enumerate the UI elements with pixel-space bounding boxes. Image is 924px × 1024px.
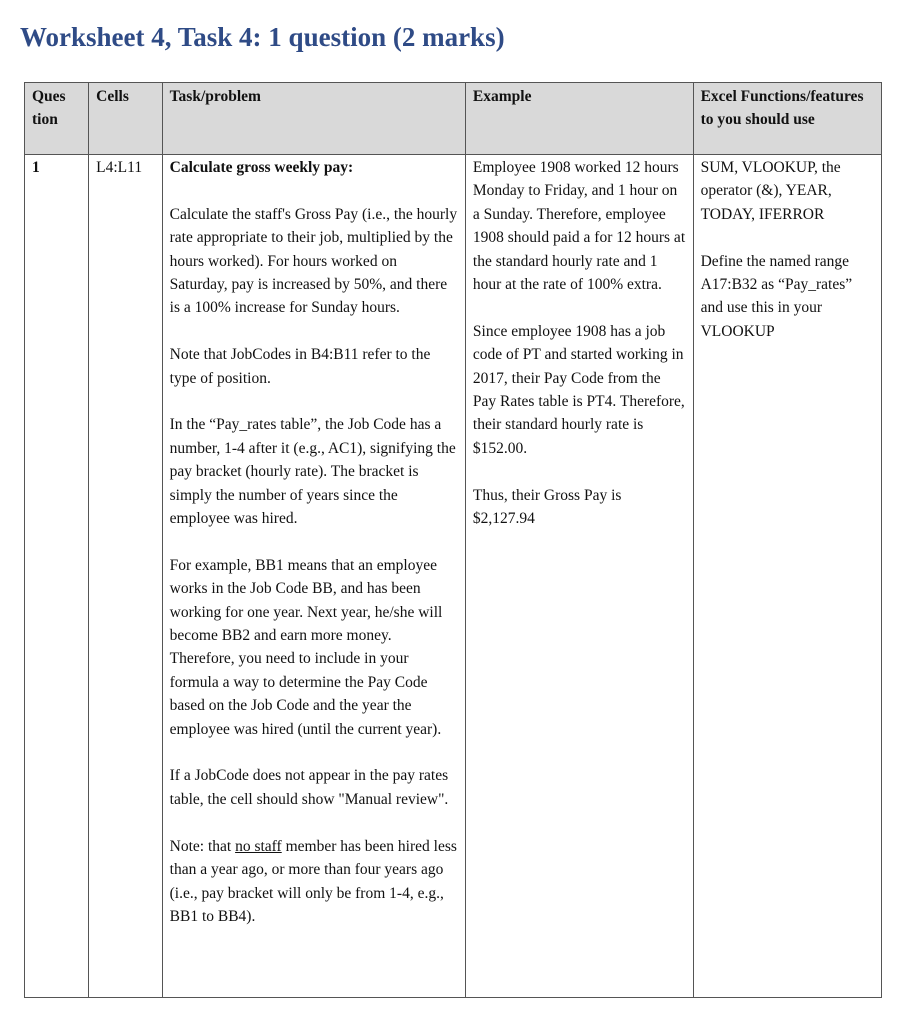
task-paragraph: For example, BB1 means that an employee works in the Job Code BB, and has been working for one year. Next year, he/she will become BB2 and earn more money. Therefore, you need to include in your formula a way to determine the Pay Code based on the Job Code and the year the employee was hired (until the current year). — [169, 556, 443, 738]
task-heading: Calculate gross weekly pay: — [169, 159, 354, 176]
functions-list: SUM, VLOOKUP, the operator (&), YEAR, TODAY, IFERROR — [700, 159, 841, 223]
header-task-problem: Task/problem — [162, 83, 465, 155]
example-paragraph: Employee 1908 worked 12 hours Monday to Friday, and 1 hour on a Sunday. Therefore, employee 1908 should paid a for 12 hours at the standard hourly rate and 1 hour at the rate of 100% extra. — [472, 159, 686, 294]
task-note — [170, 835, 458, 929]
header-row — [25, 83, 882, 155]
task-cell — [162, 155, 465, 998]
note-underlined: no staff — [235, 837, 282, 855]
header-cells: Cells — [89, 83, 162, 155]
header-excel-functions: Excel Functions/features to you should use — [693, 83, 881, 155]
header-question: Ques tion — [25, 83, 89, 155]
example-paragraph: Since employee 1908 has a job code of PT and started working in 2017, their Pay Code from the Pay Rates table is PT4. Therefore, their standard hourly rate is $152.00. — [472, 322, 685, 457]
task-paragraph: Note that JobCodes in B4:B11 refer to the type of position. — [169, 346, 431, 387]
note-prefix: Note: that — [169, 837, 236, 855]
cells-range: L4:L11 — [89, 155, 162, 998]
example-cell — [465, 155, 693, 998]
task-paragraph: If a JobCode does not appear in the pay rates table, the cell should show "Manual review". — [169, 767, 449, 808]
table-row — [25, 155, 882, 998]
task-paragraph: Calculate the staff's Gross Pay (i.e., the hourly rate appropriate to their job, multiplied by the hours worked). For hours worked on Saturday, pay is increased by 50%, and there is a 100% increase for Sunday hours. — [169, 205, 458, 317]
functions-cell — [693, 155, 881, 998]
worksheet-title: Worksheet 4, Task 4: 1 question (2 marks) — [20, 22, 505, 52]
functions-note: Define the named range A17:B32 as “Pay_rates” and use this in your VLOOKUP — [700, 252, 853, 340]
task-table — [24, 82, 882, 998]
task-paragraph: In the “Pay_rates table”, the Job Code has a number, 1-4 after it (e.g., AC1), signifying the pay bracket (hourly rate). The bracket is simply the number of years since the employee was hired. — [169, 416, 456, 528]
question-number: 1 — [25, 155, 89, 998]
example-paragraph: Thus, their Gross Pay is $2,127.94 — [472, 486, 622, 528]
note-rest: member has been hired less than a year ago, or more than four years ago (i.e., pay bracket will only be from 1-4, e.g., BB1 to BB4). — [169, 837, 457, 925]
header-example: Example — [465, 83, 693, 155]
